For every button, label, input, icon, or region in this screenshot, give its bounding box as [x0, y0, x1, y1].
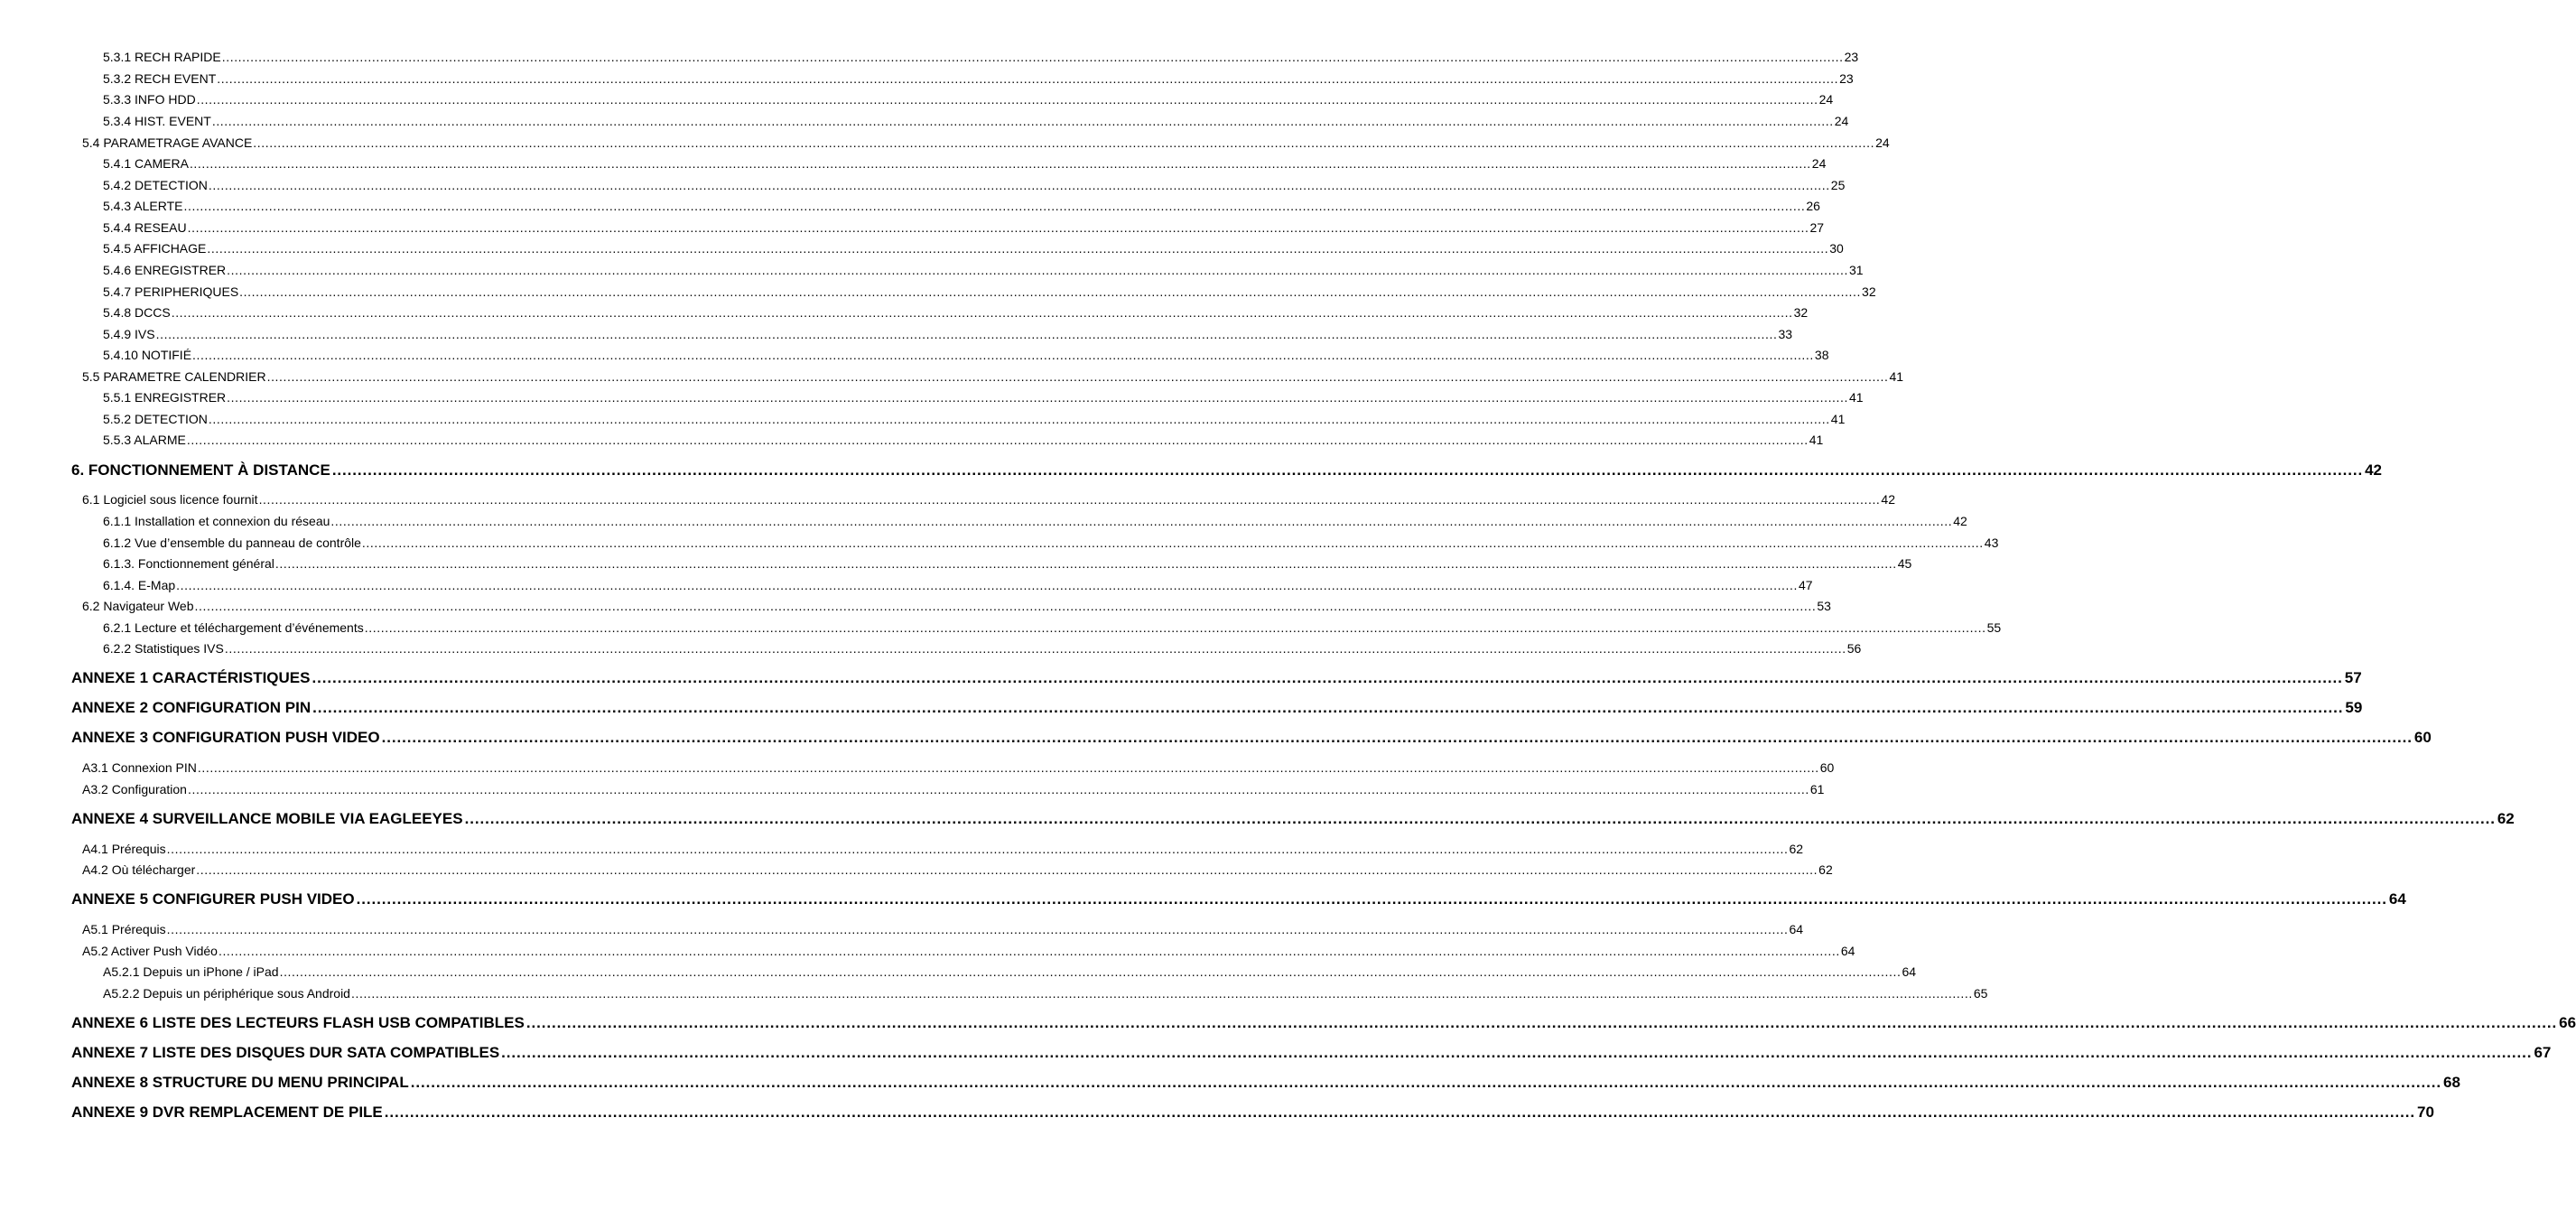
toc-entry-title: 6.1.4. E-Map	[103, 578, 176, 592]
toc-dot-leader: ................................................................................................................................................................................................................................................................................................................................................................................................................	[253, 135, 1875, 150]
toc-page-number: 25	[1830, 178, 1846, 192]
toc-page-number: 42	[1953, 514, 1967, 528]
toc-page-number: 65	[1973, 986, 1988, 1001]
toc-chapter-entry[interactable]	[71, 810, 2515, 828]
toc-section-entry[interactable]	[82, 599, 1831, 613]
toc-page-number: 67	[2534, 1044, 2552, 1061]
toc-dot-leader: ................................................................................................................................................................................................................................................................................................................................................................................................................	[166, 922, 1789, 936]
toc-subsection-entry[interactable]	[103, 578, 1813, 592]
toc-section-entry[interactable]	[82, 862, 1833, 877]
toc-dot-leader: ................................................................................................................................................................................................................................................................................................................................................................................................................	[312, 699, 2344, 716]
toc-subsection-entry[interactable]	[103, 412, 1846, 426]
toc-dot-leader: ................................................................................................................................................................................................................................................................................................................................................................................................................	[331, 461, 2364, 479]
toc-page-number: 24	[1875, 135, 1890, 150]
toc-entry-title: ANNEXE 8 STRUCTURE DU MENU PRINCIPAL	[71, 1074, 409, 1091]
toc-section-entry[interactable]	[82, 492, 1895, 507]
toc-entry-title: 5.4.4 RESEAU	[103, 220, 187, 235]
toc-dot-leader: ................................................................................................................................................................................................................................................................................................................................................................................................................	[312, 669, 2343, 686]
toc-entry-title: ANNEXE 2 CONFIGURATION PIN	[71, 699, 312, 716]
toc-entry-title: 6.1.1 Installation et connexion du réseau	[103, 514, 330, 528]
toc-page-number: 30	[1829, 241, 1844, 256]
toc-entry-title: 6.2.2 Statistiques IVS	[103, 641, 224, 656]
toc-entry-title: A5.2 Activer Push Vidéo	[82, 944, 218, 958]
toc-dot-leader: ................................................................................................................................................................................................................................................................................................................................................................................................................	[258, 492, 1881, 507]
toc-dot-leader: ................................................................................................................................................................................................................................................................................................................................................................................................................	[196, 92, 1818, 107]
toc-page-number: 64	[2388, 890, 2406, 908]
toc-page-number: 60	[1819, 760, 1835, 775]
toc-entry-title: 5.4.1 CAMERA	[103, 156, 189, 171]
toc-dot-leader: ................................................................................................................................................................................................................................................................................................................................................................................................................	[410, 1074, 2441, 1091]
toc-page-number: 47	[1799, 578, 1813, 592]
toc-section-entry[interactable]	[82, 760, 1835, 775]
toc-dot-leader: ................................................................................................................................................................................................................................................................................................................................................................................................................	[221, 50, 1844, 64]
toc-page-number: 26	[1806, 199, 1820, 213]
toc-dot-leader: ................................................................................................................................................................................................................................................................................................................................................................................................................	[207, 241, 1829, 256]
toc-dot-leader: ................................................................................................................................................................................................................................................................................................................................................................................................................	[171, 305, 1793, 320]
toc-dot-leader: ................................................................................................................................................................................................................................................................................................................................................................................................................	[187, 220, 1809, 235]
toc-dot-leader: ................................................................................................................................................................................................................................................................................................................................................................................................................	[464, 810, 2496, 827]
toc-page-number: 64	[1789, 922, 1804, 936]
toc-dot-leader: ................................................................................................................................................................................................................................................................................................................................................................................................................	[227, 263, 1849, 277]
toc-page-number: 32	[1793, 305, 1809, 320]
toc-page-number: 57	[2344, 669, 2362, 686]
toc-subsection-entry[interactable]	[103, 284, 1876, 299]
toc-dot-leader: ................................................................................................................................................................................................................................................................................................................................................................................................................	[279, 964, 1902, 979]
toc-chapter-entry[interactable]	[71, 890, 2406, 908]
toc-subsection-entry[interactable]	[103, 535, 1999, 550]
toc-dot-leader: ................................................................................................................................................................................................................................................................................................................................................................................................................	[381, 729, 2413, 746]
toc-entry-title: ANNEXE 4 SURVEILLANCE MOBILE VIA EAGLEEYES	[71, 810, 463, 827]
toc-page-number: 41	[1889, 369, 1904, 384]
toc-page-number: 43	[1984, 535, 1999, 550]
toc-subsection-entry[interactable]	[103, 156, 1827, 171]
toc-page-number: 33	[1778, 327, 1793, 341]
toc-subsection-entry[interactable]	[103, 114, 1849, 128]
toc-page-number: 32	[1862, 284, 1876, 299]
toc-dot-leader: ................................................................................................................................................................................................................................................................................................................................................................................................................	[208, 412, 1830, 426]
toc-subsection-entry[interactable]	[103, 71, 1854, 86]
toc-subsection-entry[interactable]	[103, 390, 1864, 405]
toc-dot-leader: ................................................................................................................................................................................................................................................................................................................................................................................................................	[183, 199, 1806, 213]
toc-page-number: 70	[2417, 1104, 2434, 1121]
toc-dot-leader: ................................................................................................................................................................................................................................................................................................................................................................................................................	[192, 348, 1814, 362]
toc-entry-title: 5.4.6 ENREGISTRER	[103, 263, 227, 277]
toc-subsection-entry[interactable]	[103, 514, 1967, 528]
toc-entry-title: A5.2.1 Depuis un iPhone / iPad	[103, 964, 279, 979]
toc-subsection-entry[interactable]	[103, 199, 1820, 213]
toc-entry-title: 5.4.5 AFFICHAGE	[103, 241, 207, 256]
toc-section-entry[interactable]	[82, 922, 1804, 936]
toc-dot-leader: ................................................................................................................................................................................................................................................................................................................................................................................................................	[186, 433, 1809, 447]
toc-dot-leader: ................................................................................................................................................................................................................................................................................................................................................................................................................	[364, 620, 1986, 635]
toc-entry-title: 5.3.2 RECH EVENT	[103, 71, 217, 86]
toc-dot-leader: ................................................................................................................................................................................................................................................................................................................................................................................................................	[227, 390, 1849, 405]
toc-page-number: 41	[1830, 412, 1846, 426]
toc-page-number: 24	[1811, 156, 1827, 171]
toc-dot-leader: ................................................................................................................................................................................................................................................................................................................................................................................................................	[176, 578, 1799, 592]
toc-entry-title: A3.2 Configuration	[82, 782, 187, 796]
toc-subsection-entry[interactable]	[103, 241, 1844, 256]
toc-dot-leader: ................................................................................................................................................................................................................................................................................................................................................................................................................	[208, 178, 1830, 192]
toc-section-entry[interactable]	[82, 135, 1890, 150]
toc-dot-leader: ................................................................................................................................................................................................................................................................................................................................................................................................................	[197, 760, 1819, 775]
toc-entry-title: 6.1.2 Vue d’ensemble du panneau de contrôle	[103, 535, 361, 550]
toc-entry-title: ANNEXE 1 CARACTÉRISTIQUES	[71, 669, 311, 686]
toc-chapter-entry[interactable]	[71, 699, 2363, 717]
toc-section-entry[interactable]	[82, 944, 1855, 958]
toc-chapter-entry[interactable]	[71, 1104, 2434, 1122]
toc-entry-title: 5.3.3 INFO HDD	[103, 92, 196, 107]
toc-dot-leader: ................................................................................................................................................................................................................................................................................................................................................................................................................	[274, 556, 1897, 571]
toc-subsection-entry[interactable]	[103, 620, 2002, 635]
toc-subsection-entry[interactable]	[103, 556, 1912, 571]
toc-page-number: 62	[1789, 842, 1804, 856]
toc-subsection-entry[interactable]	[103, 348, 1829, 362]
toc-chapter-entry[interactable]	[71, 1074, 2460, 1092]
toc-dot-leader: ................................................................................................................................................................................................................................................................................................................................................................................................................	[211, 114, 1834, 128]
toc-page-number: 66	[2559, 1014, 2576, 1031]
toc-entry-title: 6. FONCTIONNEMENT À DISTANCE	[71, 461, 330, 479]
toc-entry-title: 6.1.3. Fonctionnement général	[103, 556, 274, 571]
toc-section-entry[interactable]	[82, 369, 1904, 384]
toc-chapter-entry[interactable]	[71, 1014, 2576, 1032]
toc-entry-title: ANNEXE 5 CONFIGURER PUSH VIDEO	[71, 890, 355, 908]
toc-dot-leader: ................................................................................................................................................................................................................................................................................................................................................................................................................	[330, 514, 1953, 528]
toc-dot-leader: ................................................................................................................................................................................................................................................................................................................................................................................................................	[384, 1104, 2416, 1121]
toc-page-number: 55	[1986, 620, 2002, 635]
toc-chapter-entry[interactable]	[71, 729, 2432, 747]
toc-subsection-entry[interactable]	[103, 50, 1859, 64]
toc-subsection-entry[interactable]	[103, 263, 1864, 277]
toc-page-number: 38	[1814, 348, 1829, 362]
toc-section-entry[interactable]	[82, 782, 1825, 796]
toc-page-number: 62	[1818, 862, 1833, 877]
toc-entry-title: 5.4.9 IVS	[103, 327, 155, 341]
toc-entry-title: A4.1 Prérequis	[82, 842, 166, 856]
toc-page-number: 64	[1840, 944, 1855, 958]
toc-dot-leader: ................................................................................................................................................................................................................................................................................................................................................................................................................	[501, 1044, 2533, 1061]
toc-entry-title: 5.4.10 NOTIFIÉ	[103, 348, 192, 362]
toc-subsection-entry[interactable]	[103, 92, 1834, 107]
toc-chapter-entry[interactable]	[71, 1044, 2552, 1062]
toc-page-number: 68	[2442, 1074, 2460, 1091]
toc-entry-title: ANNEXE 3 CONFIGURATION PUSH VIDEO	[71, 729, 380, 746]
toc-dot-leader: ................................................................................................................................................................................................................................................................................................................................................................................................................	[196, 862, 1818, 877]
toc-dot-leader: ................................................................................................................................................................................................................................................................................................................................................................................................................	[266, 369, 1889, 384]
toc-page-number: 23	[1839, 71, 1854, 86]
toc-entry-title: A5.1 Prérequis	[82, 922, 166, 936]
toc-page-number: 53	[1817, 599, 1831, 613]
toc-page-number: 62	[2497, 810, 2515, 827]
toc-entry-title: 6.2 Navigateur Web	[82, 599, 194, 613]
toc-page-number: 24	[1818, 92, 1834, 107]
toc-subsection-entry[interactable]	[103, 305, 1809, 320]
toc-chapter-entry[interactable]	[71, 461, 2382, 480]
toc-subsection-entry[interactable]	[103, 641, 1862, 656]
toc-entry-title: ANNEXE 7 LISTE DES DISQUES DUR SATA COMPATIBLES	[71, 1044, 500, 1061]
toc-subsection-entry[interactable]	[103, 433, 1824, 447]
toc-dot-leader: ................................................................................................................................................................................................................................................................................................................................................................................................................	[525, 1014, 2558, 1031]
toc-entry-title: 5.4.3 ALERTE	[103, 199, 183, 213]
toc-page-number: 42	[2365, 461, 2382, 479]
toc-page-number: 31	[1849, 263, 1864, 277]
toc-dot-leader: ................................................................................................................................................................................................................................................................................................................................................................................................................	[239, 284, 1862, 299]
toc-dot-leader: ................................................................................................................................................................................................................................................................................................................................................................................................................	[187, 782, 1809, 796]
toc-page-number: 59	[2345, 699, 2363, 716]
toc-entry-title: A5.2.2 Depuis un périphérique sous Android	[103, 986, 350, 1001]
toc-entry-title: A3.1 Connexion PIN	[82, 760, 197, 775]
toc-dot-leader: ................................................................................................................................................................................................................................................................................................................................................................................................................	[155, 327, 1778, 341]
toc-page-number: 60	[2413, 729, 2432, 746]
toc-entry-title: ANNEXE 9 DVR REMPLACEMENT DE PILE	[71, 1104, 383, 1121]
toc-entry-title: A4.2 Où télécharger	[82, 862, 196, 877]
toc-page-number: 64	[1902, 964, 1917, 979]
toc-entry-title: 5.5.1 ENREGISTRER	[103, 390, 227, 405]
toc-entry-title: 5.4.7 PERIPHERIQUES	[103, 284, 239, 299]
toc-subsection-entry[interactable]	[103, 986, 1988, 1001]
toc-subsection-entry[interactable]	[103, 964, 1917, 979]
toc-entry-title: 6.2.1 Lecture et téléchargement d’événements	[103, 620, 364, 635]
toc-page-number: 41	[1809, 433, 1824, 447]
toc-page-number: 24	[1834, 114, 1849, 128]
toc-page-number: 45	[1897, 556, 1912, 571]
toc-entry-title: 5.4 PARAMETRAGE AVANCE	[82, 135, 253, 150]
toc-entry-title: 6.1 Logiciel sous licence fournit	[82, 492, 258, 507]
toc-subsection-entry[interactable]	[103, 178, 1846, 192]
toc-entry-title: 5.5.3 ALARME	[103, 433, 186, 447]
toc-dot-leader: ................................................................................................................................................................................................................................................................................................................................................................................................................	[217, 71, 1839, 86]
toc-dot-leader: ................................................................................................................................................................................................................................................................................................................................................................................................................	[218, 944, 1840, 958]
toc-entry-title: 5.5.2 DETECTION	[103, 412, 208, 426]
toc-section-entry[interactable]	[82, 842, 1804, 856]
toc-entry-title: 5.3.4 HIST. EVENT	[103, 114, 211, 128]
toc-dot-leader: ................................................................................................................................................................................................................................................................................................................................................................................................................	[224, 641, 1846, 656]
toc-dot-leader: ................................................................................................................................................................................................................................................................................................................................................................................................................	[194, 599, 1817, 613]
toc-subsection-entry[interactable]	[103, 327, 1793, 341]
toc-page-number: 27	[1809, 220, 1825, 235]
toc-entry-title: 5.5 PARAMETRE CALENDRIER	[82, 369, 266, 384]
toc-page-number: 61	[1809, 782, 1825, 796]
toc-page-number: 42	[1881, 492, 1895, 507]
toc-dot-leader: ................................................................................................................................................................................................................................................................................................................................................................................................................	[356, 890, 2387, 908]
toc-dot-leader: ................................................................................................................................................................................................................................................................................................................................................................................................................	[166, 842, 1789, 856]
toc-page-number: 56	[1846, 641, 1862, 656]
toc-subsection-entry[interactable]	[103, 220, 1825, 235]
toc-dot-leader: ................................................................................................................................................................................................................................................................................................................................................................................................................	[361, 535, 1984, 550]
toc-dot-leader: ................................................................................................................................................................................................................................................................................................................................................................................................................	[350, 986, 1973, 1001]
toc-dot-leader: ................................................................................................................................................................................................................................................................................................................................................................................................................	[189, 156, 1811, 171]
toc-chapter-entry[interactable]	[71, 669, 2362, 687]
toc-entry-title: 5.4.2 DETECTION	[103, 178, 208, 192]
toc-page-number: 41	[1849, 390, 1864, 405]
toc-page-number: 23	[1844, 50, 1859, 64]
toc-entry-title: 5.3.1 RECH RAPIDE	[103, 50, 221, 64]
toc-entry-title: ANNEXE 6 LISTE DES LECTEURS FLASH USB COMPATIBLES	[71, 1014, 525, 1031]
toc-entry-title: 5.4.8 DCCS	[103, 305, 171, 320]
